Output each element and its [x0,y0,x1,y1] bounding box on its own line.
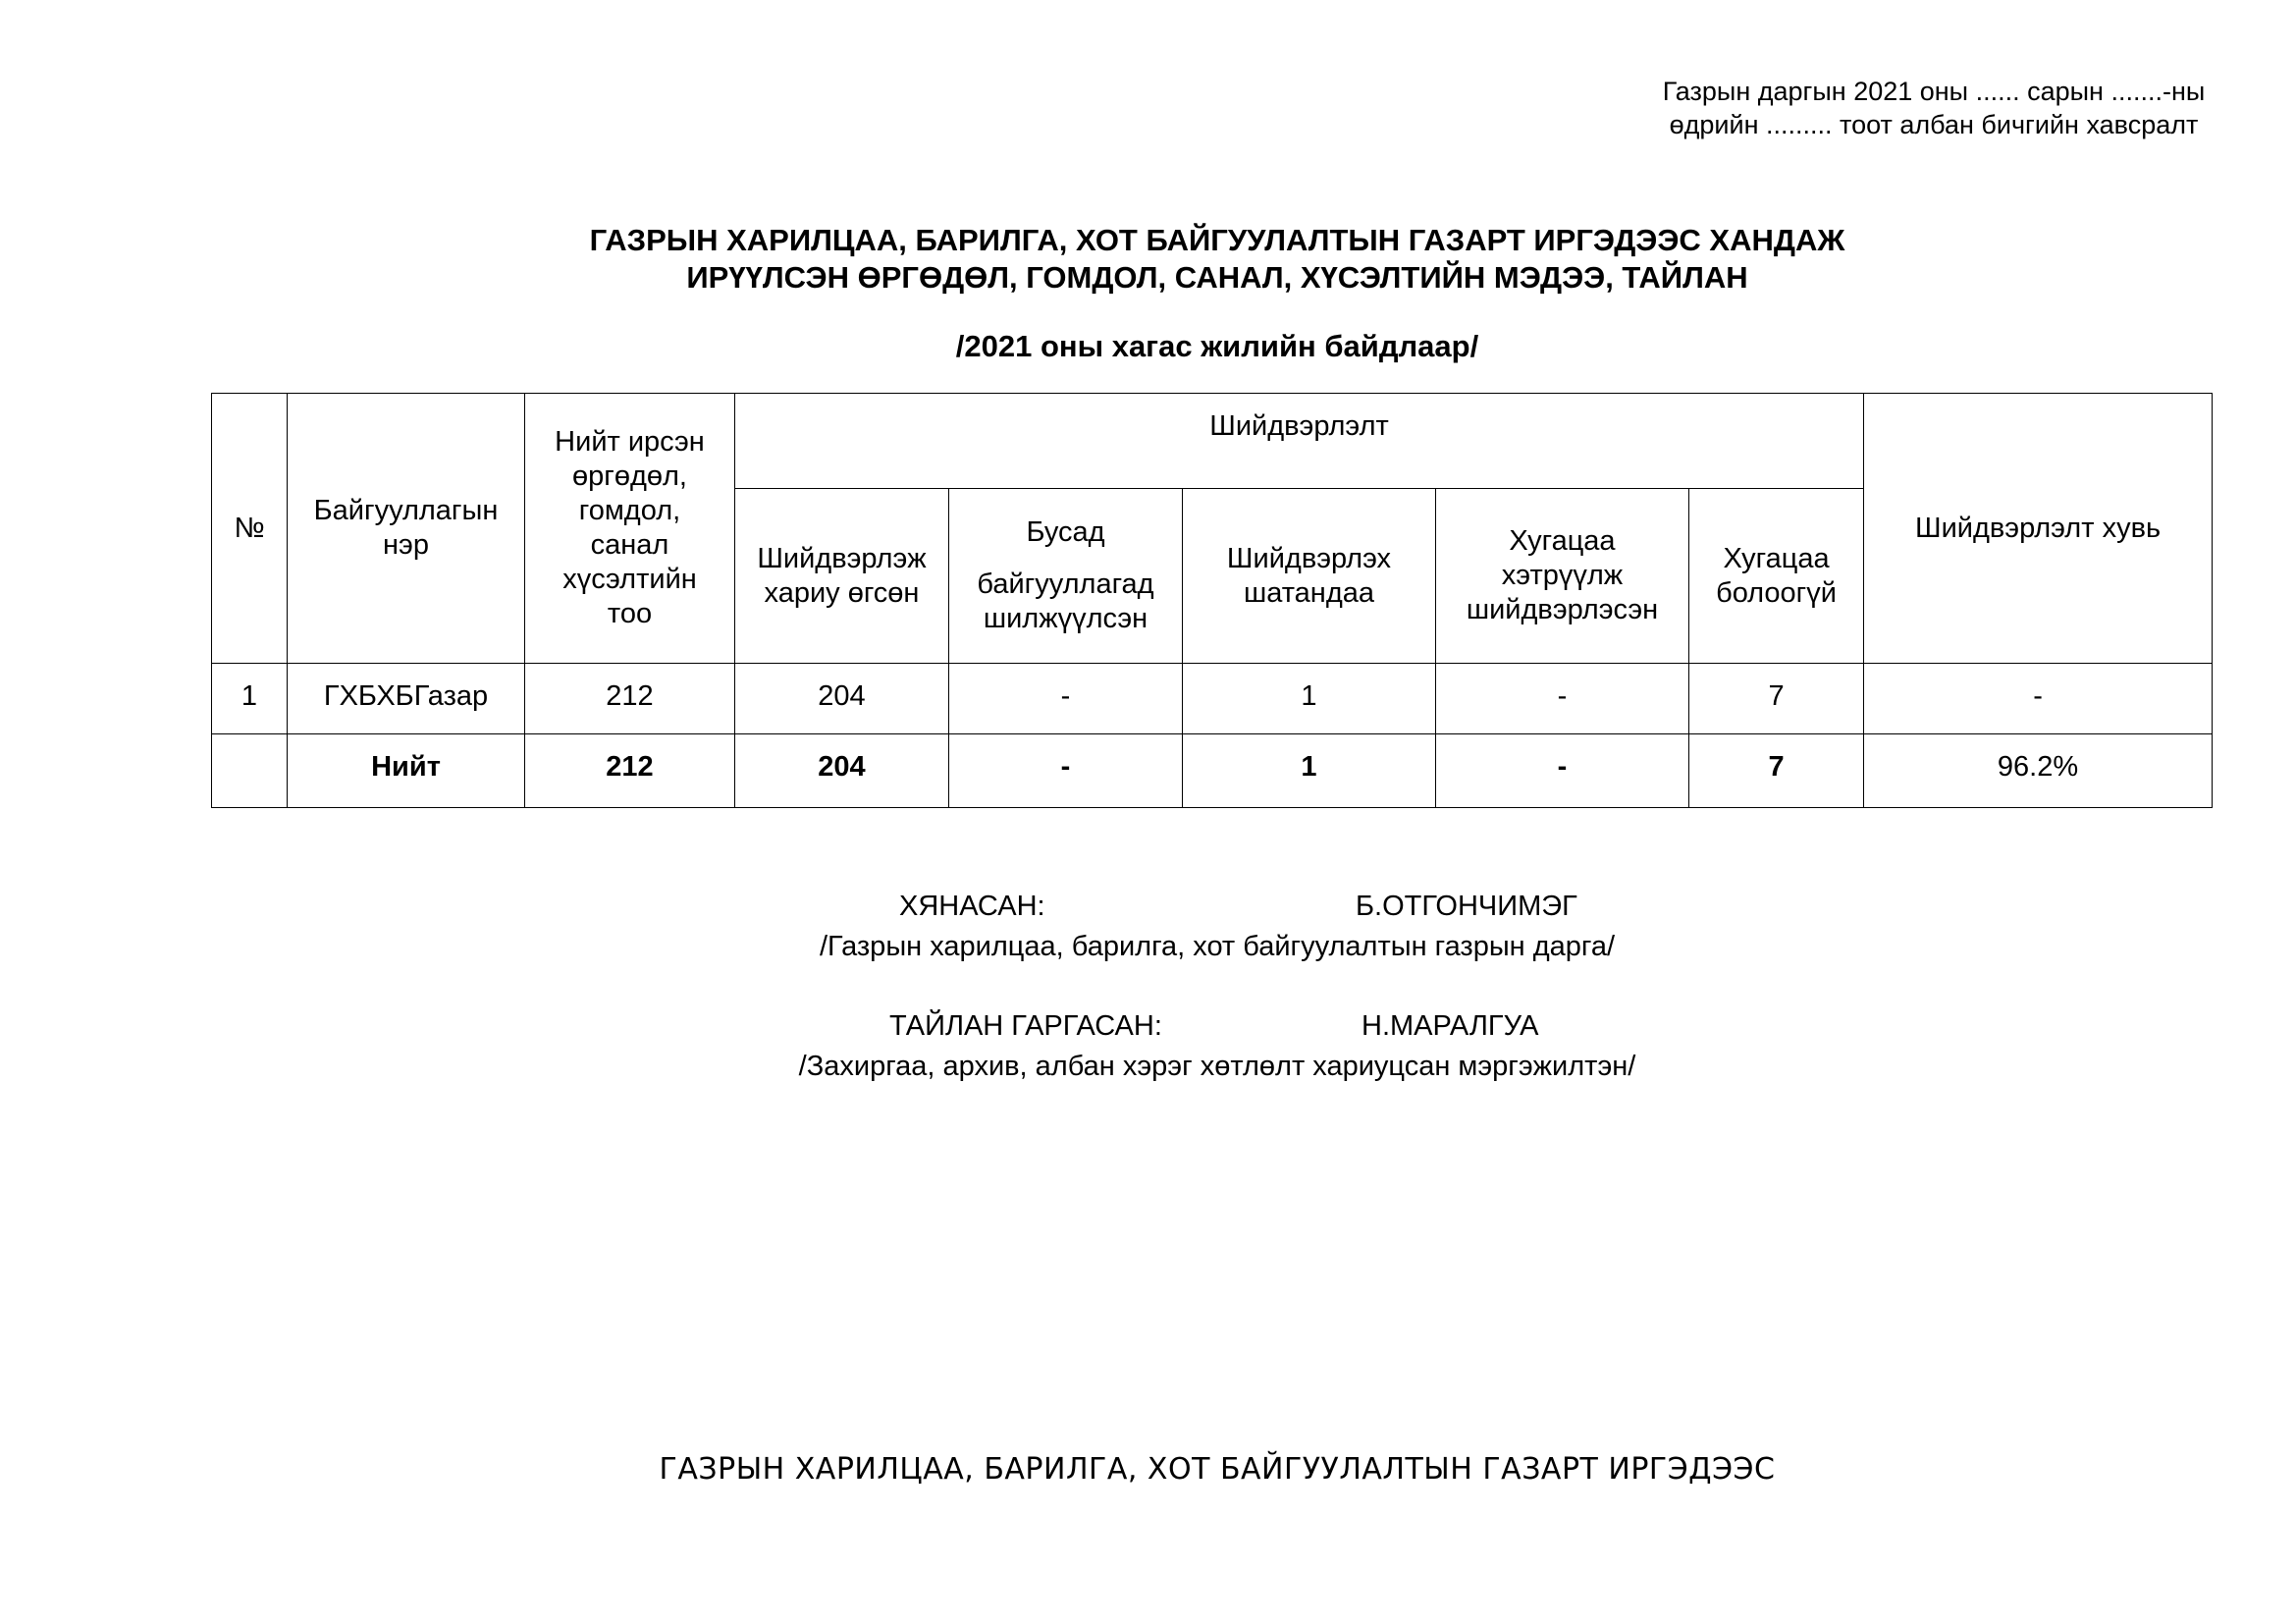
annex-note [1600,75,2268,141]
total-cell-late-resolved: - [1436,734,1689,808]
cell-late-resolved: - [1436,664,1689,734]
total-cell-no [212,734,288,808]
total-cell-transferred: - [949,734,1183,808]
report-title-line-2: ИРҮҮЛСЭН ӨРГӨДӨЛ, ГОМДОЛ, САНАЛ, ХҮСЭЛТИЙН МЭДЭЭ, ТАЙЛАН [686,260,1748,295]
reviewed-name: Б.ОТГОНЧИМЭГ [1356,891,1577,922]
header-resolution-group: Шийдвэрлэлт [735,394,1864,489]
table-row [212,664,2213,734]
cell-no: 1 [212,664,288,734]
annex-line-1: Газрын даргын 2021 оны ...... сарын .......-ны [1662,77,2206,106]
report-title [0,222,2296,297]
report-table [211,393,2213,808]
total-cell-in-progress: 1 [1183,734,1436,808]
total-cell-not-due: 7 [1689,734,1864,808]
prepared-label: ТАЙЛАН ГАРГАСАН: [889,1010,1162,1042]
cell-org-name: ГХБХБГазар [288,664,525,734]
header-resolution-percent: Шийдвэрлэлт хувь [1864,394,2213,664]
reviewed-label: ХЯНАСАН: [899,891,1045,922]
header-resolved-answered: Шийдвэрлэж хариу өгсөн [735,489,949,664]
cell-in-progress: 1 [1183,664,1436,734]
report-subtitle: /2021 оны хагас жилийн байдлаар/ [955,329,1479,363]
annex-line-2: өдрийн ......... тоот албан бичгийн хавсралт [1669,110,2199,139]
footer-heading: ГАЗРЫН ХАРИЛЦАА, БАРИЛГА, ХОТ БАЙГУУЛАЛТЫН ГАЗАРТ ИРГЭДЭЭС [659,1452,1776,1487]
header-in-progress: Шийдвэрлэх шатандаа [1183,489,1436,664]
total-cell-total-received: 212 [525,734,735,808]
cell-total-received: 212 [525,664,735,734]
header-transferred-line-1: Бусад [1026,516,1105,548]
header-late-resolved: Хугацаа хэтрүүлж шийдвэрлэсэн [1436,489,1689,664]
header-not-due: Хугацаа болоогүй [1689,489,1864,664]
total-cell-org-name: Нийт [288,734,525,808]
header-no: № [212,394,288,664]
cell-transferred: - [949,664,1183,734]
header-transferred [949,489,1183,664]
header-org-name: Байгууллагын нэр [288,394,525,664]
cell-not-due: 7 [1689,664,1864,734]
table-header-row [212,394,2213,489]
reviewed-position: /Газрын харилцаа, барилга, хот байгуулалтын газрын дарга/ [819,931,1616,962]
header-transferred-line-2: байгууллагад шилжүүлсэн [977,568,1154,634]
prepared-position: /Захиргаа, архив, албан хэрэг хөтлөлт хариуцсан мэргэжилтэн/ [798,1051,1636,1082]
prepared-name: Н.МАРАЛГУА [1362,1010,1539,1042]
total-cell-resolved-answered: 204 [735,734,949,808]
header-total-received: Нийт ирсэн өргөдөл, гомдол, санал хүсэлтийн тоо [525,394,735,664]
cell-resolution-percent: - [1864,664,2213,734]
report-title-line-1: ГАЗРЫН ХАРИЛЦАА, БАРИЛГА, ХОТ БАЙГУУЛАЛТЫН ГАЗАРТ ИРГЭДЭЭС ХАНДАЖ [589,223,1845,257]
cell-resolved-answered: 204 [735,664,949,734]
table-total-row [212,734,2213,808]
total-cell-resolution-percent: 96.2% [1864,734,2213,808]
